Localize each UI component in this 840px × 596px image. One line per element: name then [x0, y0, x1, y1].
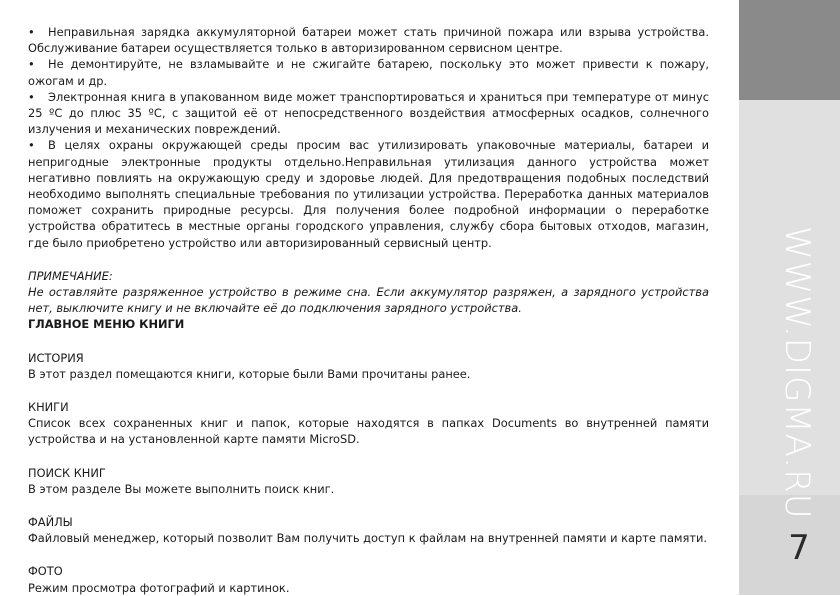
- bullet-text: Электронная книга в упакованном виде может транспортироваться и храниться при температуре от минус 25 ºС до плюс 35 ºС, с защитой её от непосредственного воздействия атмосферных осадков, солнечного излучения и механических повреждений.: [28, 89, 709, 137]
- sidebar-top-block: [739, 0, 840, 100]
- section-photo: [28, 563, 709, 595]
- note-text: Не оставляйте разряженное устройство в режиме сна. Если аккумулятор разряжен, а зарядного устройства нет, выключите книгу и не включайте её до подключения зарядного устройства.: [28, 285, 709, 316]
- bullet-dot: •: [28, 25, 35, 39]
- manual-page-content: [28, 24, 709, 596]
- section-description: В этот раздел помещаются книги, которые были Вами прочитаны ранее.: [28, 366, 471, 381]
- section-book-search: [28, 465, 709, 497]
- section-description: Режим просмотра фотографий и картинок.: [28, 580, 290, 595]
- note-label: ПРИМЕЧАНИЕ:: [28, 268, 113, 283]
- section-title: ПОИСК КНИГ: [28, 465, 106, 480]
- bullet-item: [28, 89, 709, 138]
- section-title: КНИГИ: [28, 400, 69, 415]
- bullet-text: Неправильная зарядка аккумуляторной батареи может стать причиной пожара или взрыва устройства. Обслуживание батареи осуществляется только в авторизированном сервисном центре.: [28, 25, 709, 56]
- section-description: В этом разделе Вы можете выполнить поиск книг.: [28, 481, 335, 496]
- section-title: ФОТО: [28, 564, 63, 579]
- bullet-text: В целях охраны окружающей среды просим вас утилизировать упаковочные материалы, батареи и непригодные электронные продукты отдельно.Неправильная утилизация данного устройства может негативно повлиять на окружающую среду и здоровье людей. Для предотвращения подобных последствий необходимо выполнять специальные требования по утилизации устройства. Переработка данных материалов поможет сохранить природные ресурсы. Для получения более подробной информации о переработке устройства обратитесь в местные органы городского управления, службу сбора бытовых отходов, магазин, где было приобретено устройство или авторизированный сервисный центр.: [28, 138, 709, 250]
- bullet-item: [28, 56, 709, 88]
- bullet-dot: •: [28, 89, 35, 104]
- page-number: 7: [788, 528, 810, 568]
- bullet-dot: •: [28, 57, 35, 72]
- bullet-text: Не демонтируйте, не взламывайте и не сжигайте батарею, поскольку это может привести к пожару, ожогам и др.: [28, 57, 709, 88]
- section-files: [28, 514, 709, 546]
- main-menu-heading: ГЛАВНОЕ МЕНЮ КНИГИ: [28, 317, 185, 332]
- section-description: Список всех сохраненных книг и папок, которые находятся в папках Documents во внутренней памяти устройства и на установленной карте памяти MicroSD.: [28, 416, 709, 447]
- section-title: ФАЙЛЫ: [28, 515, 73, 530]
- section-title: ИСТОРИЯ: [28, 350, 84, 365]
- website-url: WWW.DIGMA.RU: [777, 226, 817, 520]
- page-sidebar: [739, 0, 840, 595]
- bullet-dot: •: [28, 138, 35, 153]
- section-history: [28, 350, 709, 382]
- section-books: [28, 399, 709, 448]
- bullet-item: [28, 24, 709, 56]
- section-description: Файловый менеджер, который позволит Вам получить доступ к файлам на внутренней памяти и карте памяти.: [28, 531, 708, 546]
- bullet-item: [28, 137, 709, 250]
